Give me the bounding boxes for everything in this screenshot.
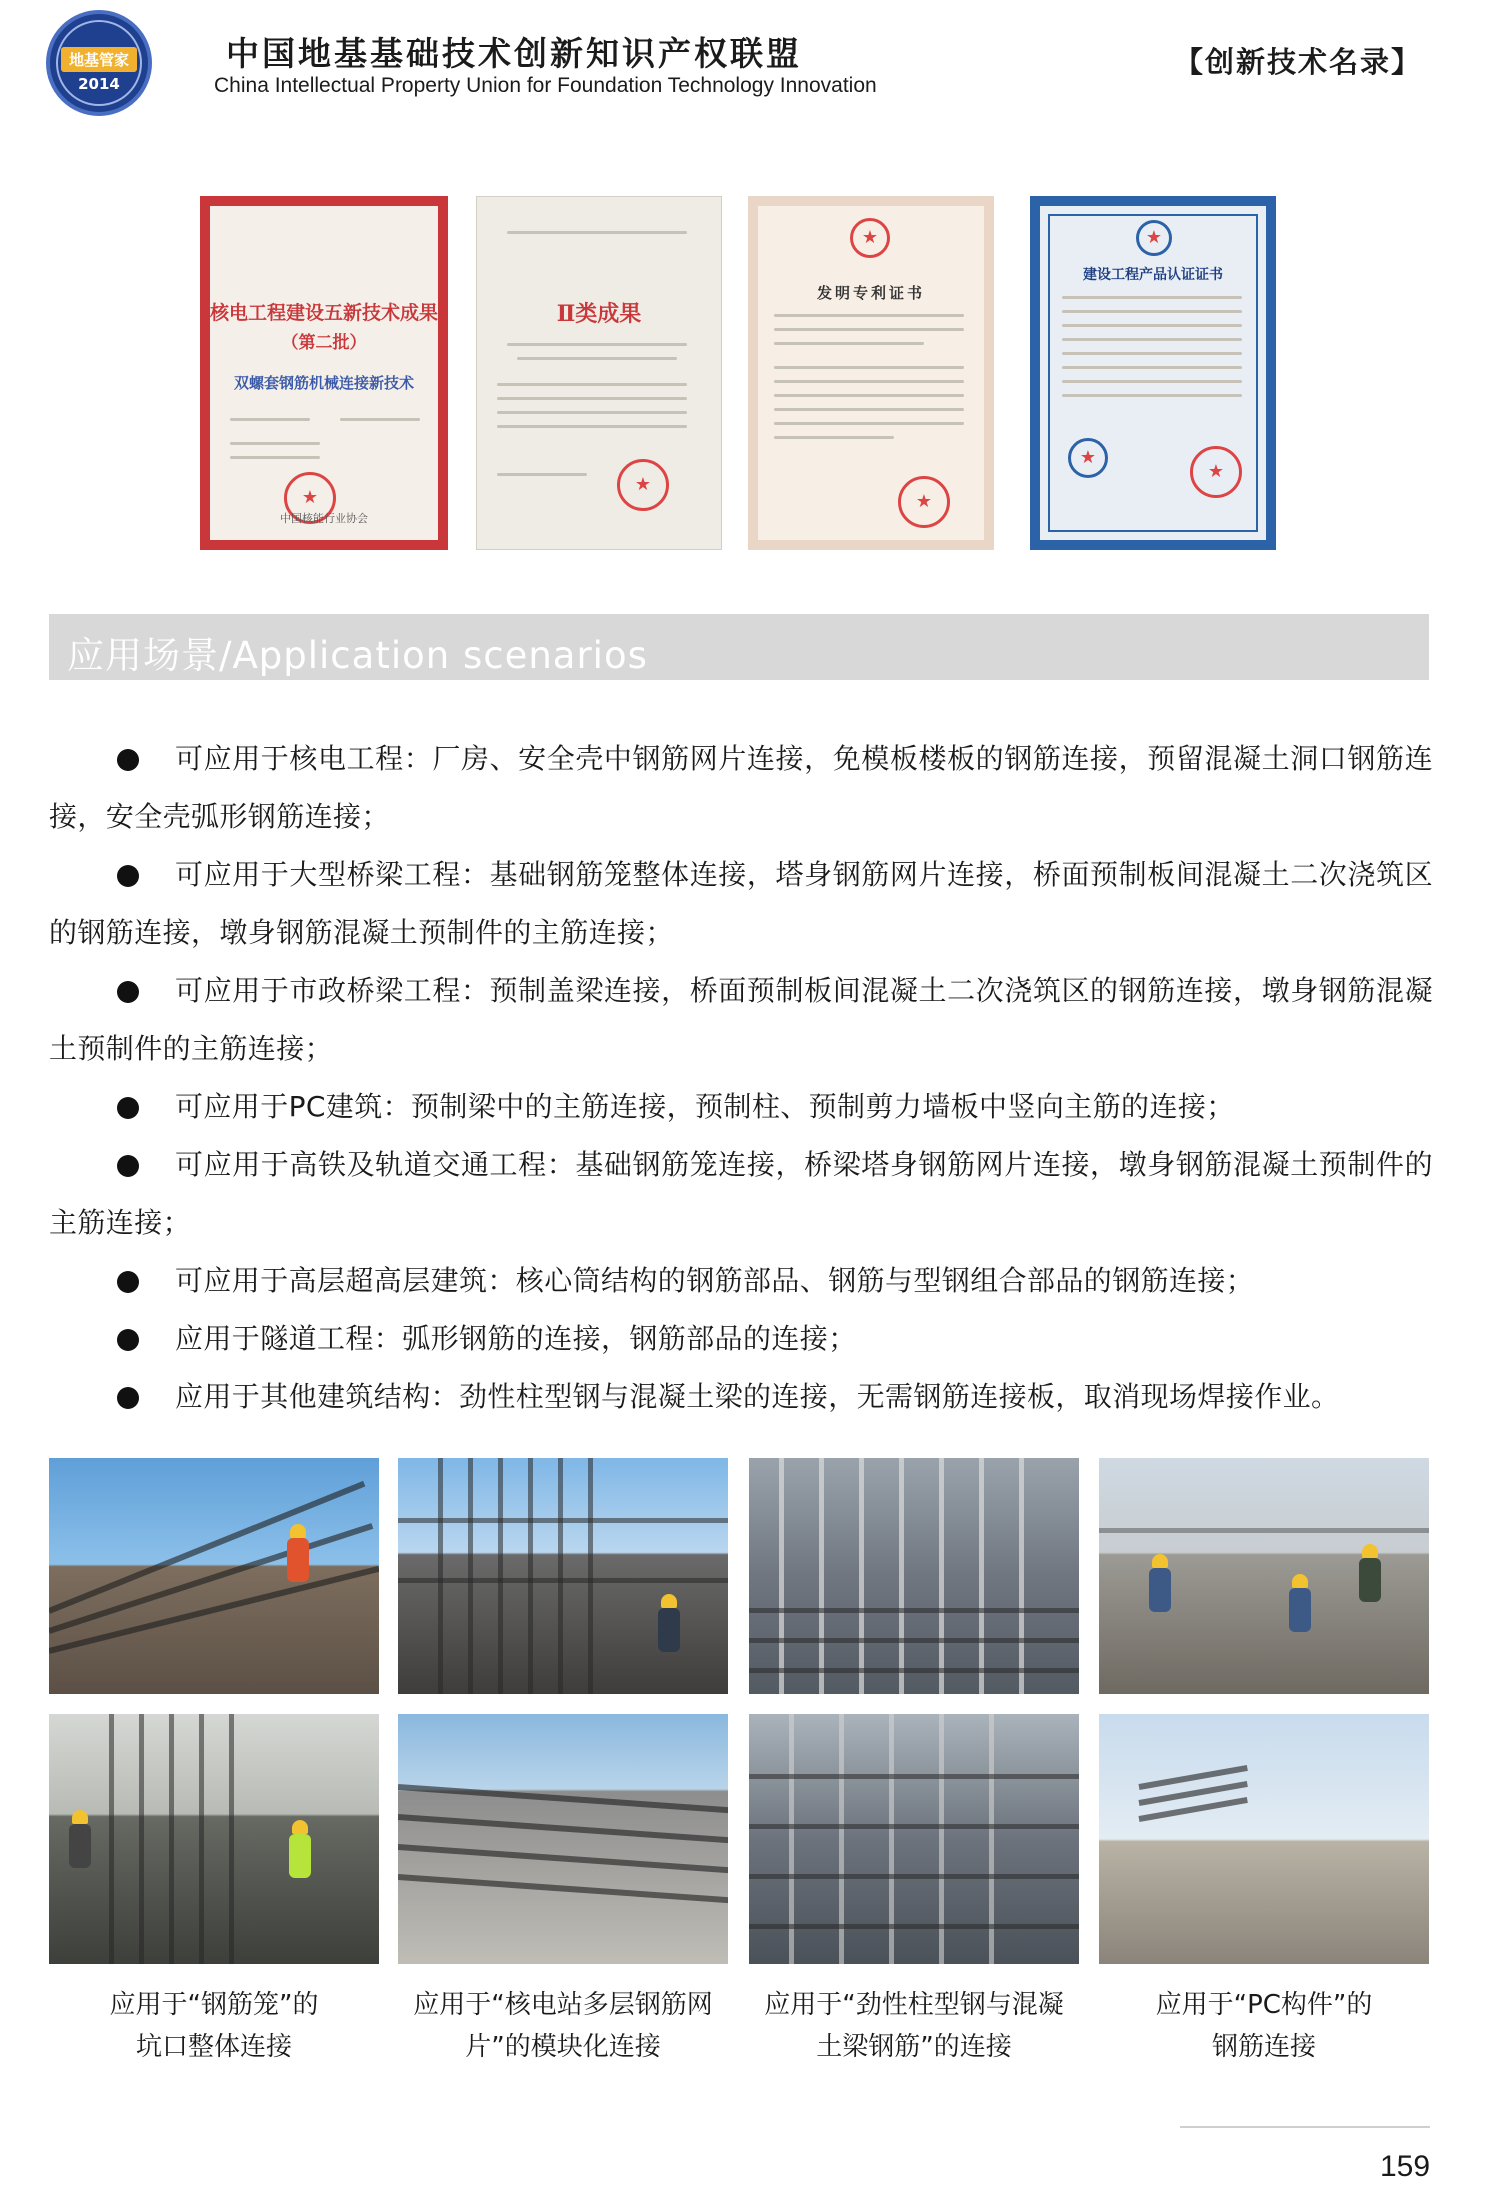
certificate-title: 核电工程建设五新技术成果 — [210, 302, 439, 324]
text-line — [774, 422, 964, 425]
bullet-icon — [117, 1329, 139, 1351]
list-item — [49, 1310, 1433, 1368]
list-item — [49, 1078, 1433, 1136]
list-item-text: 可应用于核电工程：厂房、安全壳中钢筋网片连接，免模板楼板的钢筋连接，预留混凝土洞口钢筋连接，安全壳弧形钢筋连接； — [49, 742, 1433, 833]
rebar-shape — [398, 1814, 728, 1844]
rebar-shape — [398, 1518, 728, 1523]
text-line — [1062, 338, 1242, 341]
photo-rebar-mesh-tall — [398, 1458, 728, 1694]
rebar-shape — [498, 1458, 503, 1694]
text-line — [230, 418, 310, 421]
photo-caption — [398, 1984, 728, 2068]
cnas-mark-icon — [1068, 438, 1108, 478]
page-number: 159 — [1380, 2150, 1431, 2183]
rebar-shape — [558, 1458, 563, 1694]
photo-rebar-cage-pit — [49, 1714, 379, 1964]
text-line — [507, 343, 687, 346]
certificate-product-certification — [1030, 196, 1276, 550]
text-line — [230, 442, 320, 445]
rebar-shape — [438, 1458, 443, 1694]
text-line — [774, 380, 964, 383]
text-line — [497, 411, 687, 414]
rebar-shape — [819, 1458, 824, 1694]
rebar-shape — [749, 1668, 1079, 1673]
worker-figure — [287, 1538, 309, 1582]
rebar-shape — [749, 1824, 1079, 1829]
worker-figure — [658, 1608, 680, 1652]
certificate-five-new-tech — [200, 196, 448, 550]
text-line — [1062, 296, 1242, 299]
text-line — [230, 456, 320, 459]
list-item — [49, 730, 1433, 846]
rebar-shape — [899, 1458, 904, 1694]
text-line — [774, 408, 964, 411]
certificate-award — [476, 196, 722, 550]
text-line — [774, 314, 964, 317]
text-line — [497, 383, 687, 386]
text-line — [1062, 394, 1242, 397]
photo-rebar-couplers — [749, 1458, 1079, 1694]
red-seal-icon — [617, 459, 669, 511]
rebar-shape — [169, 1714, 174, 1964]
text-line — [507, 231, 687, 234]
rebar-shape — [779, 1458, 784, 1694]
photo-caption — [749, 1984, 1079, 2068]
rebar-shape — [528, 1458, 533, 1694]
caption-line: 应用于“PC构件”的 — [1155, 1990, 1373, 2020]
certificate-tech-name: 双螺套钢筋机械连接新技术 — [233, 374, 414, 392]
section-title: 应用场景/Application scenarios — [67, 634, 648, 677]
footer-divider — [1180, 2126, 1430, 2128]
rebar-shape — [1099, 1528, 1429, 1533]
text-line — [1062, 324, 1242, 327]
certificate-invention-patent — [748, 196, 994, 550]
caption-line: 土梁钢筋”的连接 — [816, 2032, 1012, 2062]
certificate-title: 建设工程产品认证证书 — [1083, 267, 1223, 283]
rebar-shape — [398, 1874, 728, 1904]
caption-line: 应用于“钢筋笼”的 — [109, 1990, 319, 2020]
org-name-cn: 中国地基基础技术创新知识产权联盟 — [226, 34, 802, 73]
list-item — [49, 1252, 1433, 1310]
rebar-shape — [398, 1578, 728, 1583]
rebar-shape — [749, 1924, 1079, 1929]
text-line — [1062, 366, 1242, 369]
logo-badge: 地基管家 — [61, 47, 137, 72]
photo-steel-column-rebar — [749, 1714, 1079, 1964]
rebar-shape — [1019, 1458, 1024, 1694]
caption-line: 应用于“劲性柱型钢与混凝 — [764, 1990, 1064, 2020]
red-seal-icon — [1190, 446, 1242, 498]
worker-figure — [1359, 1558, 1381, 1602]
text-line — [1062, 310, 1242, 313]
bullet-icon — [117, 749, 139, 771]
rebar-shape — [398, 1844, 728, 1874]
text-line — [774, 366, 964, 369]
application-list — [49, 730, 1433, 1426]
list-item-text: 可应用于市政桥梁工程：预制盖梁连接，桥面预制板间混凝土二次浇筑区的钢筋连接，墩身钢筋混凝土预制件的主筋连接； — [49, 974, 1433, 1065]
rebar-shape — [199, 1714, 204, 1964]
list-item-text: 应用于隧道工程：弧形钢筋的连接，钢筋部品的连接； — [175, 1322, 857, 1355]
caption-line: 片”的模块化连接 — [465, 2032, 661, 2062]
caption-line: 钢筋连接 — [1211, 2032, 1316, 2062]
worker-figure — [1289, 1588, 1311, 1632]
text-line — [497, 473, 587, 476]
bullet-icon — [117, 865, 139, 887]
list-item — [49, 846, 1433, 962]
rebar-shape — [749, 1874, 1079, 1879]
worker-figure — [1149, 1568, 1171, 1612]
text-line — [1062, 352, 1242, 355]
caption-line: 应用于“核电站多层钢筋网 — [413, 1990, 713, 2020]
list-item — [49, 1136, 1433, 1252]
section-header-bar — [49, 614, 1429, 680]
worker-figure — [289, 1834, 311, 1878]
rebar-shape — [468, 1458, 473, 1694]
bullet-icon — [117, 1155, 139, 1177]
list-item-text: 可应用于高层超高层建筑：核心筒结构的钢筋部品、钢筋与型钢组合部品的钢筋连接； — [175, 1264, 1255, 1297]
certificate-issuer: 中国核能行业协会 — [280, 512, 368, 525]
caption-line: 坑口整体连接 — [135, 2032, 292, 2062]
photo-nuclear-rebar-module — [398, 1714, 728, 1964]
list-item-text: 可应用于大型桥梁工程：基础钢筋笼整体连接，塔身钢筋网片连接，桥面预制板间混凝土二次浇筑区的钢筋连接，墩身钢筋混凝土预制件的主筋连接； — [49, 858, 1433, 949]
photo-rebar-cage-lifting — [49, 1458, 379, 1694]
list-item — [49, 1368, 1433, 1426]
text-line — [517, 357, 677, 360]
rebar-shape — [49, 1481, 365, 1614]
certification-emblem-icon — [1136, 220, 1172, 256]
photo-caption — [49, 1984, 379, 2068]
rebar-shape — [139, 1714, 144, 1964]
org-name-en: China Intellectual Property Union for Foundation Technology Innovation — [214, 74, 877, 97]
bullet-icon — [117, 981, 139, 1003]
worker-figure — [69, 1824, 91, 1868]
union-logo — [46, 10, 152, 116]
red-seal-icon — [898, 476, 950, 528]
text-line — [497, 397, 687, 400]
rebar-shape — [939, 1458, 944, 1694]
certificate-award-title: Ⅱ类成果 — [556, 301, 642, 327]
text-line — [774, 394, 964, 397]
text-line — [774, 342, 924, 345]
rebar-shape — [588, 1458, 593, 1694]
text-line — [497, 425, 687, 428]
rebar-shape — [109, 1714, 114, 1964]
rebar-shape — [749, 1638, 1079, 1643]
rebar-shape — [859, 1458, 864, 1694]
rebar-shape — [398, 1784, 728, 1814]
certificate-subtitle: （第二批） — [281, 333, 367, 353]
bullet-icon — [117, 1097, 139, 1119]
list-item-text: 应用于其他建筑结构：劲性柱型钢与混凝土梁的连接，无需钢筋连接板，取消现场焊接作业。 — [175, 1380, 1340, 1413]
certificate-title: 发明专利证书 — [816, 284, 925, 302]
category-label: 【创新技术名录】 — [1173, 45, 1422, 79]
text-line — [1062, 380, 1242, 383]
text-line — [774, 328, 964, 331]
rebar-shape — [979, 1458, 984, 1694]
rebar-shape — [229, 1714, 234, 1964]
list-item-text: 可应用于高铁及轨道交通工程：基础钢筋笼连接，桥梁塔身钢筋网片连接，墩身钢筋混凝土预制件的主筋连接； — [49, 1148, 1433, 1239]
logo-year: 2014 — [78, 75, 120, 93]
bullet-icon — [117, 1387, 139, 1409]
rebar-shape — [749, 1608, 1079, 1613]
rebar-shape — [749, 1774, 1079, 1779]
bullet-icon — [117, 1271, 139, 1293]
photo-pc-component-lifting — [1099, 1714, 1429, 1964]
patent-emblem-icon — [850, 218, 890, 258]
photo-precast-beam-workers — [1099, 1458, 1429, 1694]
text-line — [340, 418, 420, 421]
photo-caption — [1099, 1984, 1429, 2068]
list-item-text: 可应用于PC建筑：预制梁中的主筋连接，预制柱、预制剪力墙板中竖向主筋的连接； — [175, 1090, 1235, 1123]
list-item — [49, 962, 1433, 1078]
text-line — [774, 436, 894, 439]
